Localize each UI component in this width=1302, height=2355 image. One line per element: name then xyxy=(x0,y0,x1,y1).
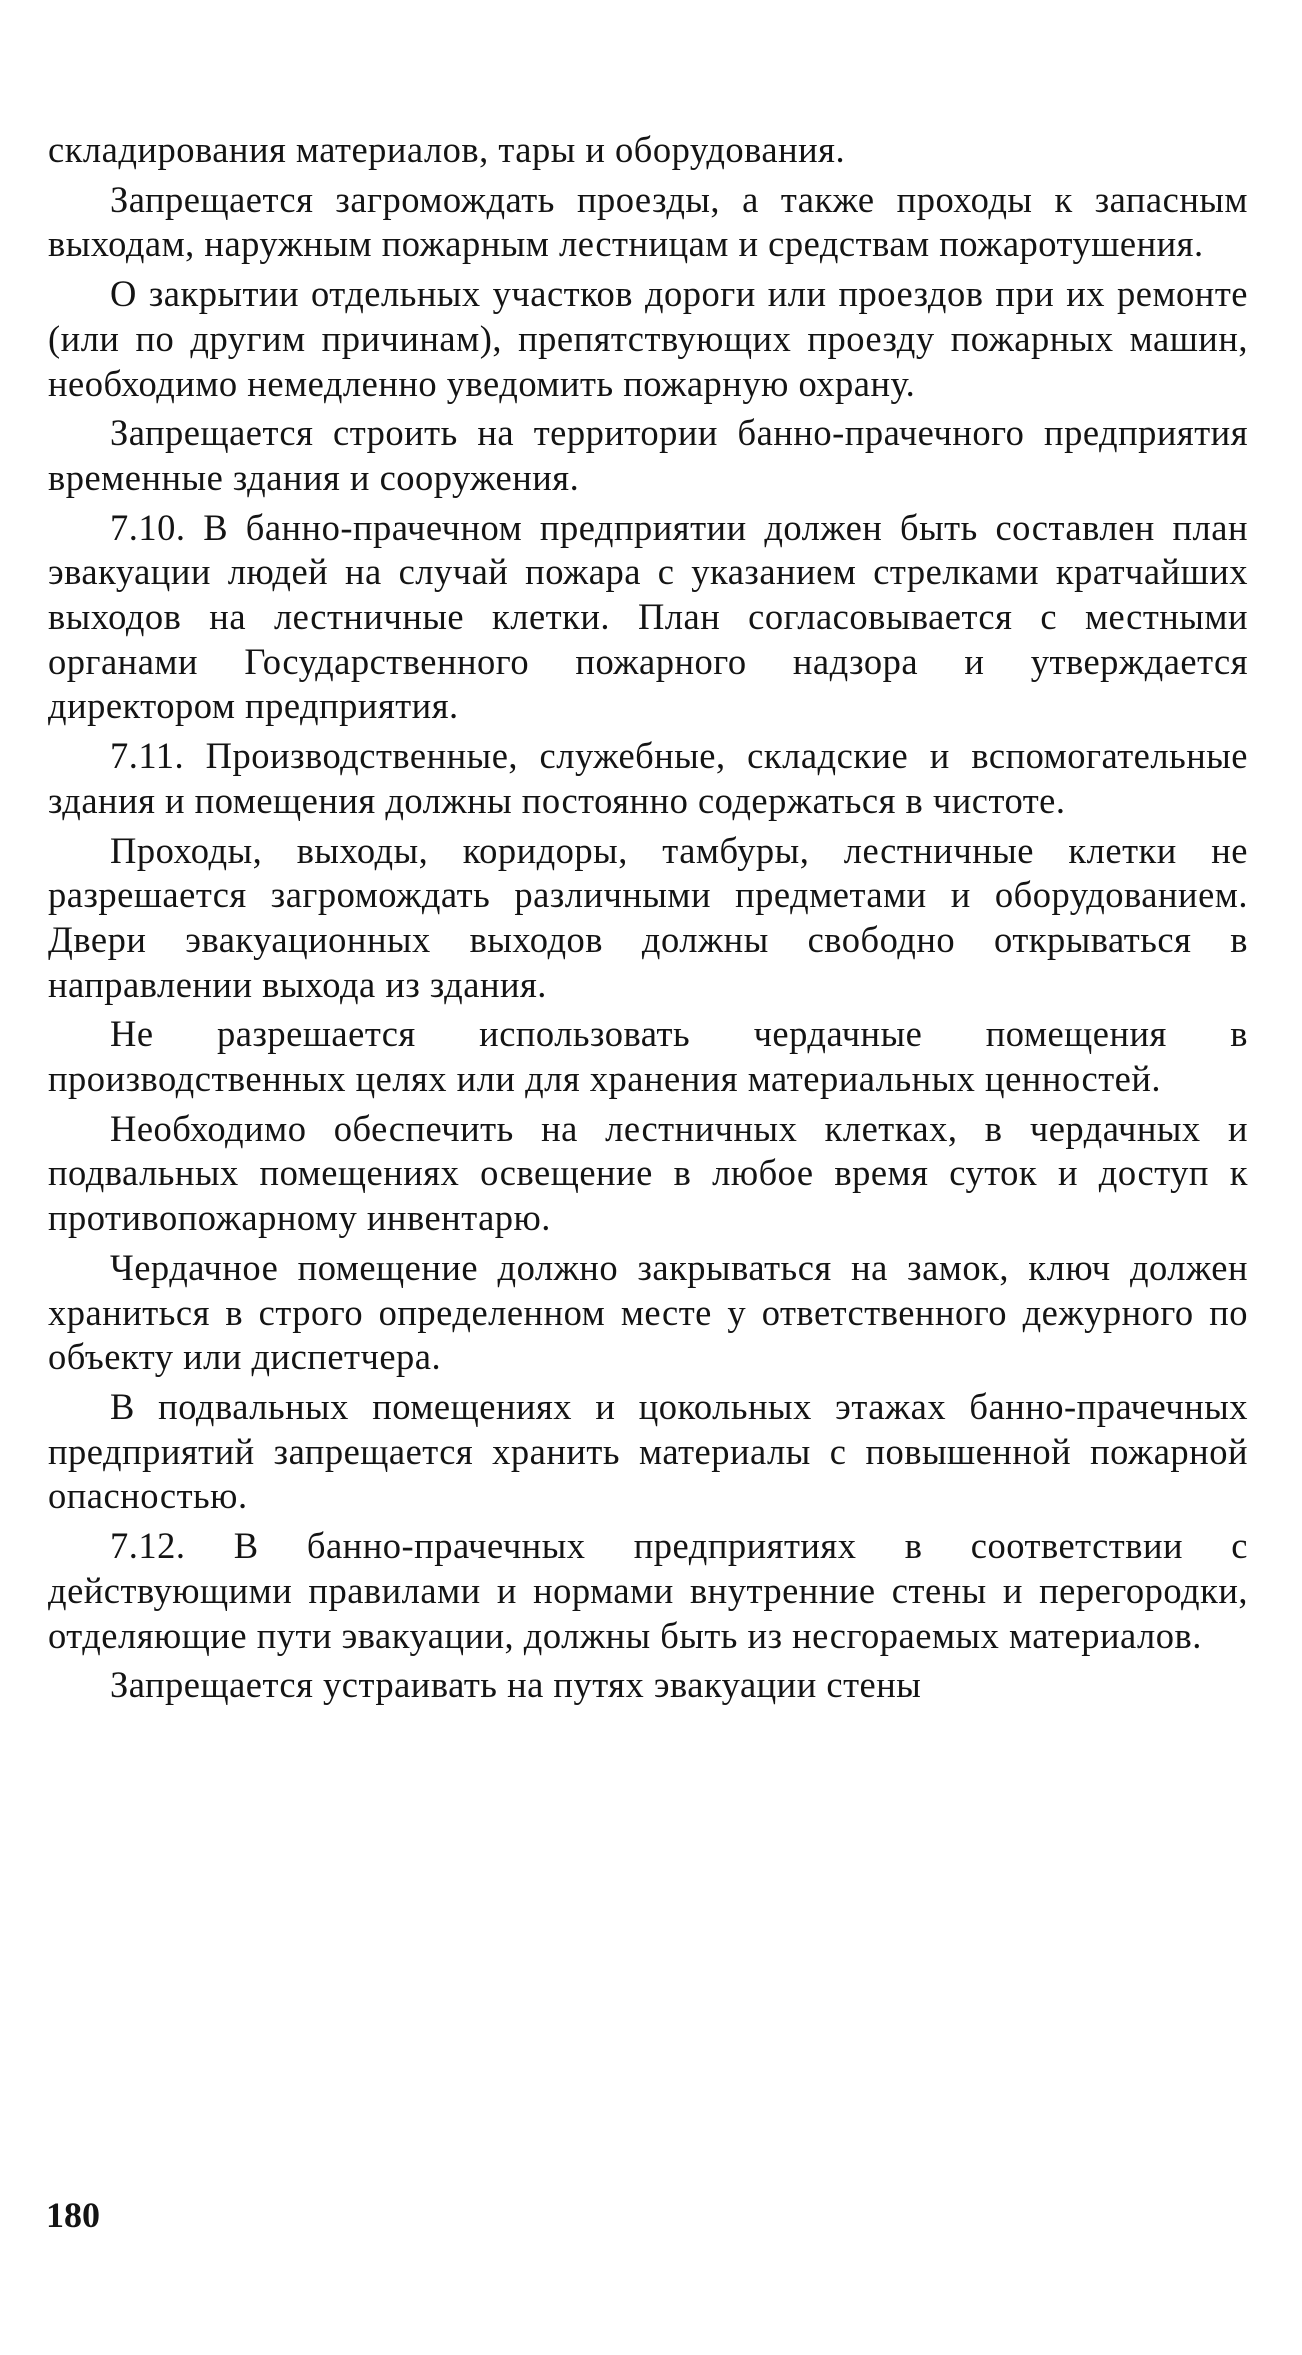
paragraph-section-7-11: 7.11. Производственные, служебные, складские и вспомогательные здания и помещения должны постоянно содержаться в чистоте. xyxy=(48,735,1248,821)
paragraph: Не разрешается использовать чердачные помещения в производственных целях или для хранения материальных ценностей. xyxy=(48,1013,1248,1100)
paragraph-section-7-12: 7.12. В банно-прачечных предприятиях в соответствии с действующими правилами и нормами внутренние стены и перегородки, отделяющие пути эвакуации, должны быть из несгораемых материалов. xyxy=(48,1525,1248,1656)
paragraph-section-7-10: 7.10. В банно-прачечном предприятии должен быть составлен план эвакуации людей на случай пожара с указанием стрелками кратчайших выходов на лестничные клетки. План согласовывается с местными органами Государственного пожарного надзора и утверждается директором предприятия. xyxy=(48,506,1248,727)
paragraph: О закрытии отдельных участков дороги или проездов при их ремонте (или по другим причинам), препятствующих проезду пожарных машин, необходимо немедленно уведомить пожарную охрану. xyxy=(48,273,1248,404)
paragraph: Запрещается строить на территории банно-прачечного предприятия временные здания и сооружения. xyxy=(48,412,1248,498)
paragraph: Чердачное помещение должно закрываться на замок, ключ должен храниться в строго определенном месте у ответственного дежурного по объекту или диспетчера. xyxy=(48,1246,1248,1378)
paragraph: В подвальных помещениях и цокольных этажах банно-прачечных предприятий запрещается хранить материалы с повышенной пожарной опасностью. xyxy=(48,1385,1248,1517)
page-number: 180 xyxy=(46,2195,100,2235)
paragraph: Запрещается устраивать на путях эвакуации стены xyxy=(110,1664,922,1706)
paragraph: Проходы, выходы, коридоры, тамбуры, лестничные клетки не разрешается загромождать различными предметами и оборудованием. Двери эвакуационных выходов должны свободно открываться в направлении выхода из здания. xyxy=(48,829,1248,1005)
paragraph: Запрещается загромождать проезды, а также проходы к запасным выходам, наружным пожарным лестницам и средствам пожаротушения. xyxy=(48,178,1248,265)
page-text xyxy=(48,128,1248,1713)
paragraph-continued: складирования материалов, тары и оборудования. xyxy=(48,129,846,170)
paragraph: Необходимо обеспечить на лестничных клетках, в чердачных и подвальных помещениях освещение в любое время суток и доступ к противопожарному инвентарю. xyxy=(48,1107,1248,1239)
